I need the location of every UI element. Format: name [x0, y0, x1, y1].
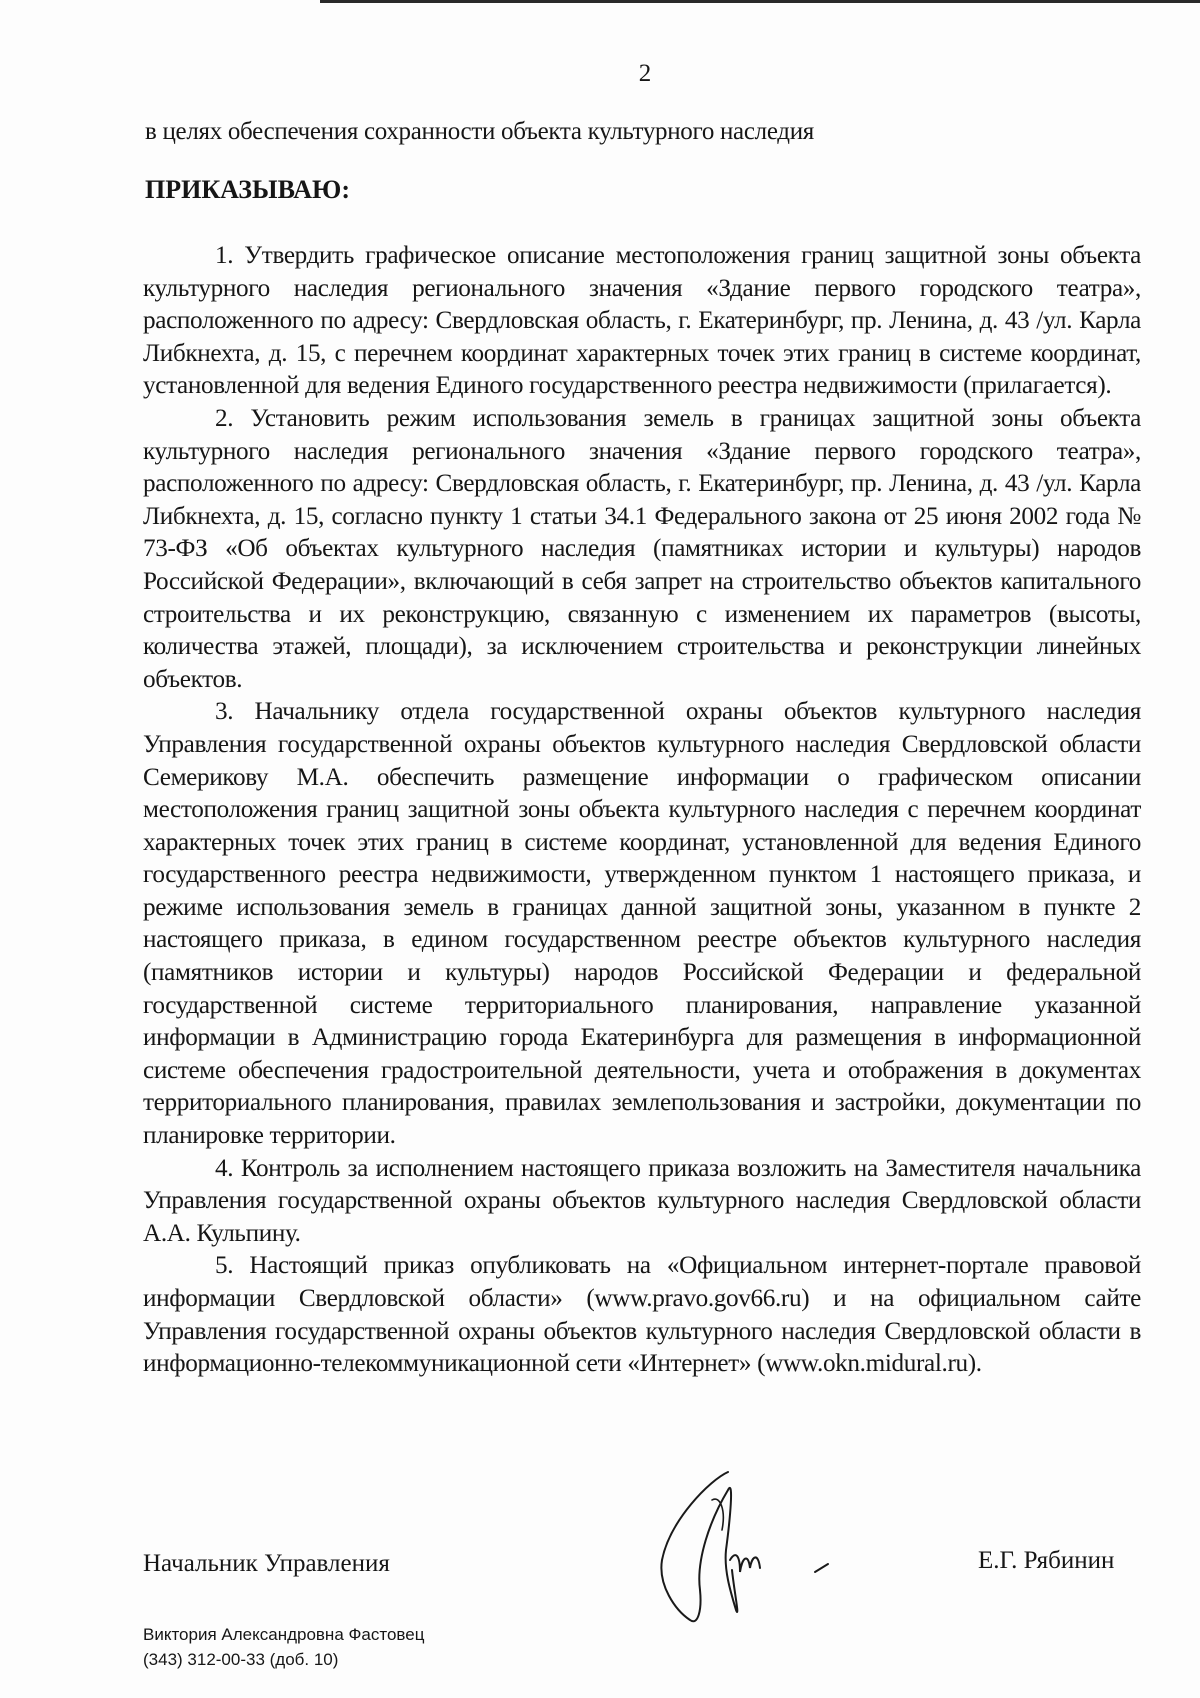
executor-phone: (343) 312-00-33 (доб. 10): [143, 1650, 339, 1669]
preamble-text: в целях обеспечения сохранности объекта культурного наследия: [145, 118, 814, 145]
order-item-4: 4. Контроль за исполнением настоящего приказа возложить на Заместителя начальника Управления государственной охраны объектов культурного наследия Свердловской области А.А. Кульпину.: [143, 1154, 1141, 1247]
executor-name: Виктория Александровна Фастовец: [143, 1625, 425, 1644]
signatory-title: Начальник Управления: [143, 1550, 390, 1577]
order-heading: ПРИКАЗЫВАЮ:: [145, 175, 350, 204]
handwritten-signature: [650, 1460, 840, 1635]
executor-info: [143, 1622, 424, 1672]
order-item-1: 1. Утвердить графическое описание местоположения границ защитной зоны объекта культурного наследия регионального значения «Здание первого городского театра», расположенного по адресу: Свердловская область, г. Екатеринбург, пр. Ленина, д. 43 /ул. Карла Либкнехта, д. 15, с перечнем координат характерных точек этих границ в системе координат, установленной для ведения Единого государственного реестра недвижимости (прилагается).: [143, 242, 1141, 400]
scan-edge-line: [320, 0, 1200, 3]
order-item-5: 5. Настоящий приказ опубликовать на «Официальном интернет-портале правовой информации Свердловской области» (www.pravo.gov66.ru) и на официальном сайте Управления государственной охраны объектов культурного наследия Свердловской области в информационно-телекоммуникационной сети «Интернет» (www.okn.midural.ru).: [143, 1252, 1141, 1378]
signatory-name: Е.Г. Рябинин: [978, 1547, 1115, 1574]
order-body: [143, 240, 1141, 1381]
order-item-3: 3. Начальнику отдела государственной охраны объектов культурного наследия Управления государственной охраны объектов культурного наследия Свердловской области Семерикову М.А. обеспечить размещение информации о графическом описании местоположения границ защитной зоны объекта культурного наследия с перечнем координат характерных точек этих границ в системе координат, установленной для ведения Единого государственного реестра недвижимости, утвержденном пунктом 1 настоящего приказа, и режиме использования земель в границах данной защитной зоны, указанном в пункте 2 настоящего приказа, в едином государственном реестре объектов культурного наследия (памятников истории и культуры) народов Российской Федерации и федеральной государственной системе территориального планирования, направление указанной информации в Администрацию города Екатеринбурга для размещения в информационной системе обеспечения градостроительной деятельности, учета и отображения в документах территориального планирования, правилах землепользования и застройки, документации по планировке территории.: [143, 698, 1141, 1150]
order-item-2: 2. Установить режим использования земель в границах защитной зоны объекта культурного наследия регионального значения «Здание первого городского театра», расположенного по адресу: Свердловская область, г. Екатеринбург, пр. Ленина, д. 43 /ул. Карла Либкнехта, д. 15, согласно пункту 1 статьи 34.1 Федерального закона от 25 июня 2002 года № 73-ФЗ «Об объектах культурного наследия (памятниках истории и культуры) народов Российской Федерации», включающий в себя запрет на строительство объектов капитального строительства и их реконструкцию, связанную с изменением их параметров (высоты, количества этажей, площади), за исключением строительства и реконструкции линейных объектов.: [143, 404, 1141, 693]
page-number: 2: [638, 60, 652, 87]
